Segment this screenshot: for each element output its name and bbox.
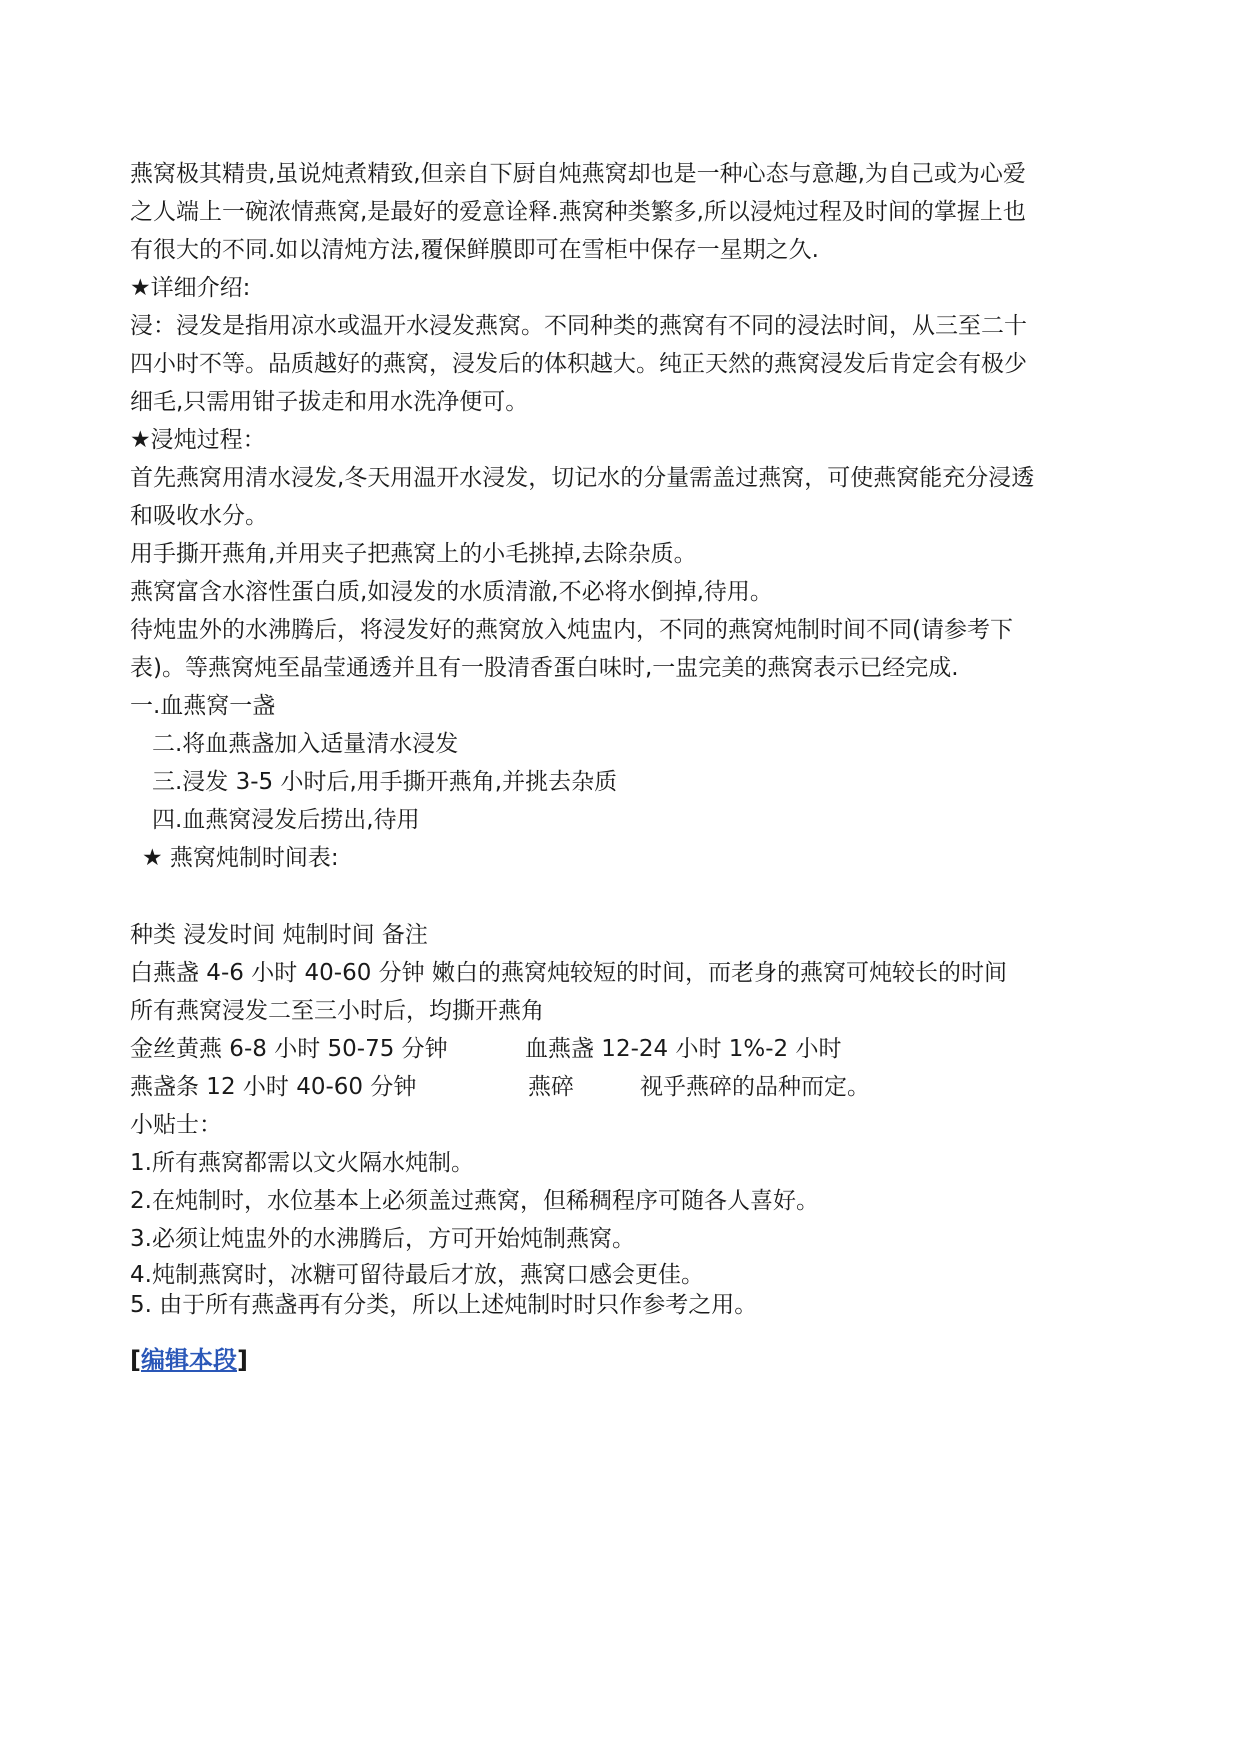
step-4: 四.血燕窝浸发后捞出,待用 (152, 807, 420, 833)
edit-bracket-close: ] (236, 1346, 248, 1374)
table-cell-strip: 燕盏条 12 小时 40-60 分钟 (130, 1074, 417, 1100)
step-3: 三.浸发 3-5 小时后,用手撕开燕角,并挑去杂质 (152, 769, 618, 795)
process-step-protein: 燕窝富含水溶性蛋白质,如浸发的水质清澈,不必将水倒掉,待用。 (130, 579, 773, 605)
tip-4: 4.炖制燕窝时，冰糖可留待最后才放，燕窝口感会更佳。 (130, 1262, 704, 1288)
edit-section-link[interactable]: 编辑本段 (140, 1346, 237, 1374)
intro-line-2: 之人端上一碗浓情燕窝,是最好的爱意诠释.燕窝种类繁多,所以浸炖过程及时间的掌握上也 (130, 199, 1026, 225)
tip-2: 2.在炖制时，水位基本上必须盖过燕窝，但稀稠程序可随各人喜好。 (130, 1188, 819, 1214)
intro-line-3: 有很大的不同.如以清炖方法,覆保鲜膜即可在雪柜中保存一星期之久. (130, 237, 819, 263)
process-step-stew-2: 表)。等燕窝炖至晶莹通透并且有一股清香蛋白味时,一盅完美的燕窝表示已经完成. (130, 655, 959, 681)
tip-3: 3.必须让炖盅外的水沸腾后，方可开始炖制燕窝。 (130, 1226, 635, 1252)
table-heading: ★ 燕窝炖制时间表: (142, 845, 339, 871)
table-header-row: 种类 浸发时间 炖制时间 备注 (130, 922, 428, 948)
table-cell-gold: 金丝黄燕 6-8 小时 50-75 分钟 (130, 1036, 448, 1062)
table-cell-broken-note: 视乎燕碎的品种而定。 (640, 1074, 870, 1100)
step-2: 二.将血燕盏加入适量清水浸发 (152, 731, 459, 757)
edit-section (130, 1340, 248, 1375)
edit-bracket-open: [ (130, 1346, 141, 1374)
table-cell-blood: 血燕盏 12-24 小时 1%-2 小时 (525, 1036, 842, 1062)
process-heading: ★浸炖过程： (130, 427, 266, 453)
detail-line-3: 细毛,只需用钳子拔走和用水洗净便可。 (130, 389, 529, 415)
detail-line-2: 四小时不等。品质越好的燕窝，浸发后的体积越大。纯正天然的燕窝浸发后肯定会有极少 (130, 351, 1027, 377)
intro-line-1: 燕窝极其精贵,虽说炖煮精致,但亲自下厨自炖燕窝却也是一种心态与意趣,为自己或为心爱 (130, 161, 1026, 187)
detail-line-1: 浸：浸发是指用凉水或温开水浸发燕窝。不同种类的燕窝有不同的浸法时间，从三至二十 (130, 313, 1027, 339)
table-row-note: 所有燕窝浸发二至三小时后，均撕开燕角 (130, 998, 544, 1024)
table-cell-broken: 燕碎 (528, 1074, 574, 1100)
step-1: 一.血燕窝一盏 (130, 693, 276, 719)
process-step-stew-1: 待炖盅外的水沸腾后，将浸发好的燕窝放入炖盅内，不同的燕窝炖制时间不同(请参考下 (130, 617, 1013, 643)
process-line-1: 首先燕窝用清水浸发,冬天用温开水浸发，切记水的分量需盖过燕窝，可使燕窝能充分浸透 (130, 465, 1035, 491)
process-step-tear: 用手撕开燕角,并用夹子把燕窝上的小毛挑掉,去除杂质。 (130, 541, 697, 567)
tip-1: 1.所有燕窝都需以文火隔水炖制。 (130, 1150, 474, 1176)
tips-title: 小贴士： (130, 1112, 222, 1138)
process-line-2: 和吸收水分。 (130, 503, 268, 529)
table-row-white: 白燕盏 4-6 小时 40-60 分钟 嫩白的燕窝炖较短的时间，而老身的燕窝可炖较长的时间 (130, 960, 1007, 986)
tip-5: 5. 由于所有燕盏再有分类，所以上述炖制时时只作参考之用。 (130, 1292, 758, 1318)
detail-heading: ★详细介绍: (130, 275, 251, 301)
